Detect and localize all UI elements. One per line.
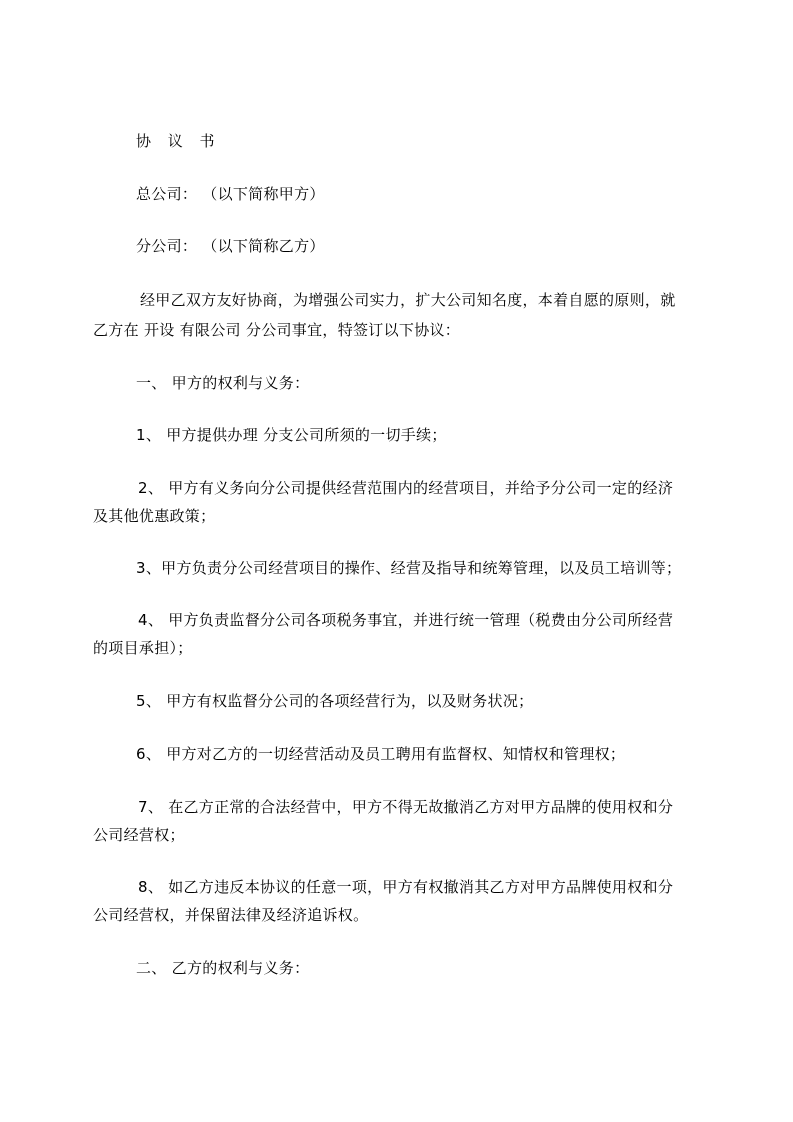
clause-8-line-2: 公司经营权，并保留法律及经济追诉权。 (93, 906, 369, 924)
intro-paragraph-line-2: 乙方在 开设 有限公司 分公司事宜，特签订以下协议： (93, 321, 461, 339)
clause-4-line-1: 4、 甲方负责监督分公司各项税务事宜，并进行统一管理（税费由分公司所经营 (138, 611, 674, 629)
clause-2-line-2: 及其他优惠政策； (93, 507, 216, 525)
clause-1: 1、 甲方提供办理 分支公司所须的一切手续； (136, 426, 447, 444)
document-title: 协 议 书 (136, 132, 221, 150)
clause-4-line-2: 的项目承担）； (93, 639, 193, 657)
branch-office-line: 分公司： （以下简称乙方） (136, 237, 325, 255)
clause-8-line-1: 8、 如乙方违反本协议的任意一项，甲方有权撤消其乙方对甲方品牌使用权和分 (138, 878, 674, 896)
intro-paragraph-line-1: 经甲乙双方友好协商，为增强公司实力，扩大公司知名度，本着自愿的原则，就 (140, 291, 676, 309)
clause-7-line-2: 公司经营权； (93, 826, 185, 844)
clause-3: 3、甲方负责分公司经营项目的操作、经营及指导和统筹管理，以及员工培训等； (136, 559, 682, 577)
clause-6: 6、 甲方对乙方的一切经营活动及员工聘用有监督权、知情权和管理权； (136, 745, 626, 763)
section-2-heading: 二、 乙方的权利与义务： (136, 959, 310, 977)
section-1-heading: 一、 甲方的权利与义务： (136, 374, 310, 392)
clause-5: 5、 甲方有权监督分公司的各项经营行为，以及财务状况； (136, 692, 534, 710)
clause-7-line-1: 7、 在乙方正常的合法经营中，甲方不得无故撤消乙方对甲方品牌的使用权和分 (138, 798, 674, 816)
clause-2-line-1: 2、 甲方有义务向分公司提供经营范围内的经营项目，并给予分公司一定的经济 (138, 479, 674, 497)
head-office-line: 总公司： （以下简称甲方） (136, 185, 325, 203)
